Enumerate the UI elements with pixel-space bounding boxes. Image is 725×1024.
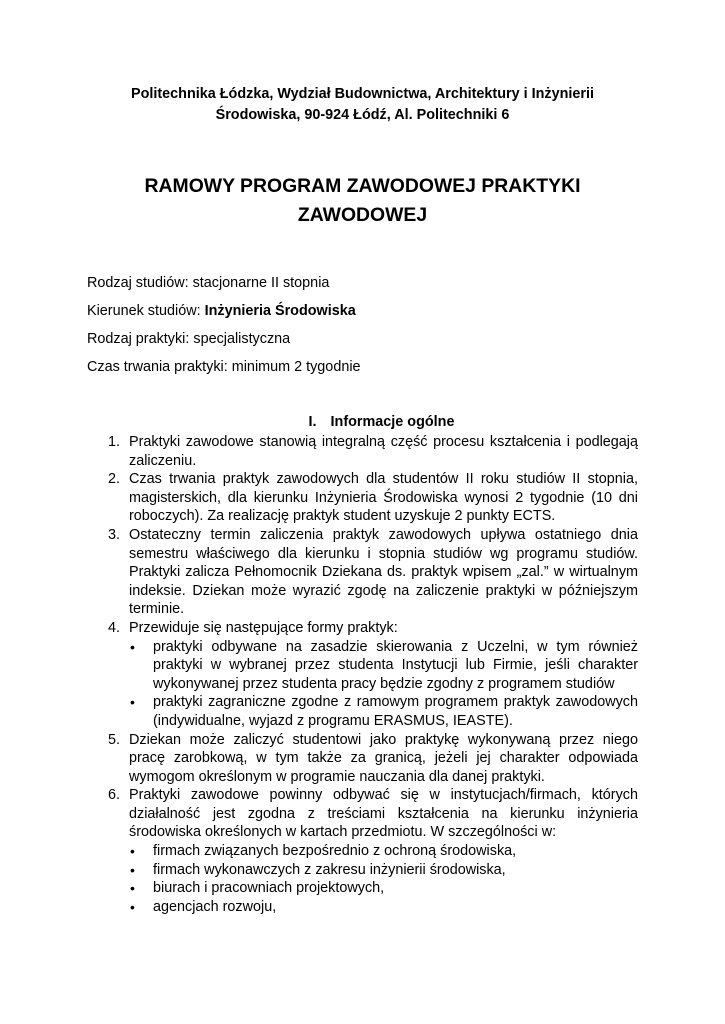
bullet-icon: • bbox=[130, 861, 135, 878]
bullet-icon: • bbox=[130, 694, 135, 711]
item-number: 3. bbox=[108, 526, 121, 543]
study-field-row bbox=[87, 301, 361, 329]
study-info bbox=[87, 273, 361, 385]
bullet-item bbox=[105, 842, 638, 861]
item-number: 2. bbox=[108, 471, 121, 488]
list-item bbox=[105, 433, 638, 470]
item-number: 6. bbox=[108, 787, 121, 804]
document-title bbox=[90, 172, 635, 229]
bullet-item bbox=[105, 693, 638, 730]
item-text: Przewiduje się następujące formy praktyk: bbox=[129, 619, 398, 636]
internship-type-value: specjalistyczna bbox=[193, 331, 291, 347]
bullet-icon: • bbox=[130, 880, 135, 897]
bullet-item bbox=[105, 638, 638, 694]
section-heading bbox=[105, 413, 638, 433]
header-line-2: Środowiska, 90-924 Łódź, Al. Politechniki 6 bbox=[215, 107, 510, 123]
bullet-icon: • bbox=[130, 843, 135, 860]
list-item bbox=[105, 526, 638, 619]
bullet-icon: • bbox=[130, 638, 135, 655]
internship-type-row bbox=[87, 329, 361, 357]
bullet-item bbox=[105, 898, 638, 917]
bullet-text: praktyki odbywane na zasadzie skierowania z Uczelni, w tym również praktyki w wybranej przez studenta Instytucji lub Firmie, jeśli charakter wykonywanej przez studenta pracy będzie zgodny z programem studiów bbox=[153, 638, 638, 692]
section-number: I. bbox=[308, 414, 317, 430]
bullet-icon: • bbox=[130, 898, 135, 915]
bullet-text: firmach związanych bezpośrednio z ochroną środowiska, bbox=[153, 843, 517, 860]
bullet-text: biurach i pracowniach projektowych, bbox=[153, 880, 385, 897]
item-text: Ostateczny termin zaliczenia praktyk zawodowych upływa ostatniego dnia semestru właściwego dla kierunku i stopnia studiów wg programu studiów. Praktyki zalicza Pełnomocnik Dziekana ds. praktyk wpisem „zal.” w wirtualnym indeksie. Dziekan może wyrazić zgodę na zaliczenie praktyki w późniejszym terminie. bbox=[129, 526, 638, 618]
title-line-1: RAMOWY PROGRAM ZAWODOWEJ PRAKTYKI bbox=[144, 175, 581, 197]
list-item bbox=[105, 786, 638, 842]
study-type-row bbox=[87, 273, 361, 301]
list-item bbox=[105, 470, 638, 526]
bullet-text: agencjach rozwoju, bbox=[153, 898, 277, 915]
internship-duration-value: minimum 2 tygodnie bbox=[231, 359, 361, 375]
list-item bbox=[105, 619, 638, 638]
study-type-value: stacjonarne II stopnia bbox=[192, 275, 330, 291]
list-item bbox=[105, 731, 638, 787]
item-number: 4. bbox=[108, 619, 121, 636]
bullet-text: praktyki zagraniczne zgodne z ramowym programem praktyk zawodowych (indywidualne, wyjazd z programu ERASMUS, IEASTE). bbox=[153, 694, 638, 729]
bullet-list bbox=[105, 842, 638, 916]
item-text: Praktyki zawodowe stanowią integralną część procesu kształcenia i podlegają zaliczeniu. bbox=[129, 434, 638, 469]
institution-header bbox=[100, 84, 625, 126]
header-line-1: Politechnika Łódzka, Wydział Budownictwa, Architektury i Inżynierii bbox=[131, 86, 594, 102]
section-title: Informacje ogólne bbox=[330, 414, 455, 430]
study-field-value: Inżynieria Środowiska bbox=[204, 303, 356, 319]
item-number: 1. bbox=[108, 434, 121, 450]
item-number: 5. bbox=[108, 731, 121, 748]
bullet-item bbox=[105, 879, 638, 898]
internship-type-label: Rodzaj praktyki: bbox=[87, 331, 194, 347]
study-type-label: Rodzaj studiów: bbox=[87, 275, 193, 291]
bullet-list bbox=[105, 638, 638, 731]
bullet-item bbox=[105, 861, 638, 880]
section-general-info bbox=[105, 413, 638, 916]
internship-duration-row bbox=[87, 357, 361, 385]
internship-duration-label: Czas trwania praktyki: bbox=[87, 359, 232, 375]
study-field-label: Kierunek studiów: bbox=[87, 303, 205, 319]
item-text: Dziekan może zaliczyć studentowi jako praktykę wykonywaną przez niego pracę zarobkową, w tym także za granicą, jeżeli jej charakter odpowiada wymogom określonym w programie nauczania dla danej praktyki. bbox=[129, 731, 638, 785]
bullet-text: firmach wykonawczych z zakresu inżynierii środowiska, bbox=[153, 861, 506, 878]
title-line-2: ZAWODOWEJ bbox=[297, 203, 428, 226]
item-text: Czas trwania praktyk zawodowych dla studentów II roku studiów II stopnia, magisterskich, dla kierunku Inżynieria Środowiska wynosi 2 tygodnie (10 dni roboczych). Za realizację praktyk student uzyskuje 2 punkty ECTS. bbox=[129, 471, 638, 525]
item-text: Praktyki zawodowe powinny odbywać się w instytucjach/firmach, których działalność jest zgodna z treściami kształcenia na kierunku inżynieria środowiska określonych w kartach przedmiotu. W szczególności w: bbox=[129, 787, 638, 841]
